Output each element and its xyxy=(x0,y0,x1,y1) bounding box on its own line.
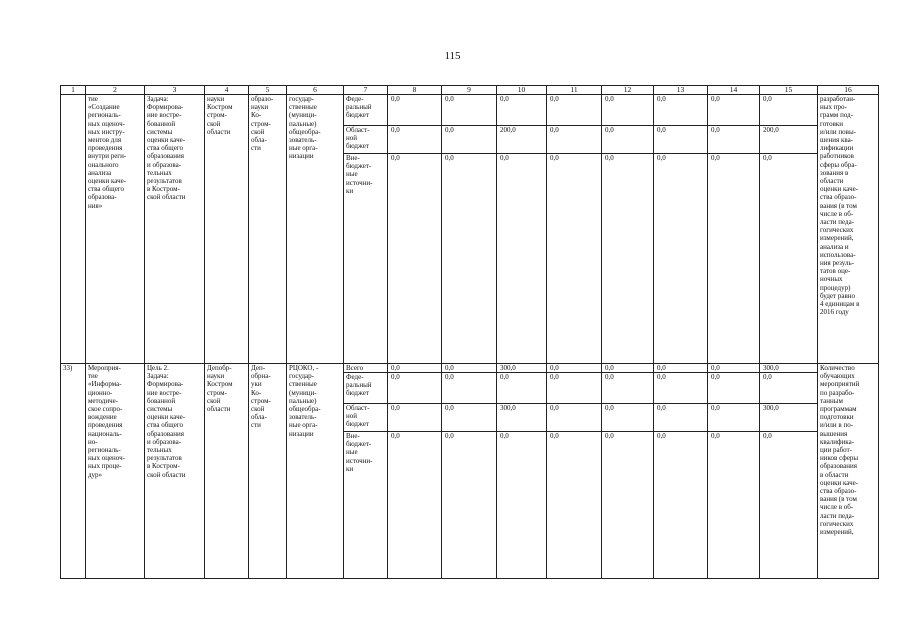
column-header-11: 11 xyxy=(547,86,602,95)
funding-sources xyxy=(344,364,388,579)
amount-value: 0,0 xyxy=(657,154,666,162)
funding-source-label: Всего xyxy=(344,364,387,373)
amount-value: 0,0 xyxy=(388,95,441,126)
amount-value: 0,0 xyxy=(760,373,817,404)
amount-column-12 xyxy=(602,364,654,579)
column-header-9: 9 xyxy=(442,86,497,95)
amount-value: 300,0 xyxy=(497,404,546,432)
amount-value: 0,0 xyxy=(602,95,653,126)
amount-column-8 xyxy=(388,364,442,579)
participant-organizations: государ- ственные (муници- пальные) общеобра- зователь- ные орга- низации xyxy=(287,95,344,364)
amount-value: 0,0 xyxy=(547,364,601,373)
amount-column-10 xyxy=(497,364,547,579)
amount-value: 0,0 xyxy=(550,154,559,162)
amount-value: 0,0 xyxy=(654,404,707,432)
column-header-16: 16 xyxy=(818,86,879,95)
amount-value: 0,0 xyxy=(445,154,454,162)
column-header-15: 15 xyxy=(760,86,818,95)
coexecutor: образо- науки Ко- стром- ской обла- сти xyxy=(249,95,287,364)
amount-value: 300,0 xyxy=(497,364,546,373)
amount-value: 0,0 xyxy=(547,404,601,432)
row-number: 33) xyxy=(61,364,86,579)
amount-column-11 xyxy=(547,95,602,364)
column-header-4: 4 xyxy=(205,86,249,95)
amount-value: 0,0 xyxy=(602,364,653,373)
responsible-executor: науки Костром стром- ской области xyxy=(205,95,249,364)
funding-source-label: Феде- ральный бюджет xyxy=(344,95,387,126)
amount-value: 0,0 xyxy=(388,364,441,373)
amount-column-9 xyxy=(442,95,497,364)
amount-value: 0,0 xyxy=(500,154,509,162)
amount-value: 0,0 xyxy=(497,95,546,126)
table-row xyxy=(61,364,879,579)
amount-value: 0,0 xyxy=(550,432,559,440)
amount-value: 0,0 xyxy=(500,432,509,440)
responsible-executor: Депобр- науки Костром стром- ской области xyxy=(205,364,249,579)
column-header-6: 6 xyxy=(287,86,344,95)
row-number xyxy=(61,95,86,364)
page-number: 115 xyxy=(444,50,461,62)
column-header-14: 14 xyxy=(708,86,760,95)
amount-value: 0,0 xyxy=(391,154,400,162)
column-header-10: 10 xyxy=(497,86,547,95)
funding-source-label: Област- ной бюджет xyxy=(344,126,387,154)
amount-value: 200,0 xyxy=(760,126,817,154)
amount-value: 0,0 xyxy=(605,154,614,162)
amount-value: 0,0 xyxy=(547,126,601,154)
coexecutor: Деп- обрна- уки Ко- стром- ской обла- сти xyxy=(249,364,287,579)
program-table xyxy=(60,85,879,579)
amount-value: 0,0 xyxy=(708,364,759,373)
goal-task: Цель 2. Задача: Формирова- ние востре- бованной системы оценки каче- ства общего образования и образова- тельных результатов в Костром- ской области xyxy=(145,364,205,579)
amount-column-11 xyxy=(547,364,602,579)
amount-value: 0,0 xyxy=(442,95,496,126)
column-header-8: 8 xyxy=(388,86,442,95)
amount-value: 0,0 xyxy=(602,126,653,154)
amount-value: 0,0 xyxy=(497,373,546,404)
amount-value: 0,0 xyxy=(388,126,441,154)
activity-name: Мероприя- тие «Информа- ционно- методиче- ское сопро- вождение проведения националь- но- региональ- ных оценоч- ных проце- дур» xyxy=(86,364,145,579)
amount-value: 0,0 xyxy=(654,95,707,126)
funding-source-label: Вне- бюджет- ные источни- ки xyxy=(346,432,373,473)
column-header-1: 1 xyxy=(61,86,86,95)
column-header-2: 2 xyxy=(86,86,145,95)
amount-value: 0,0 xyxy=(442,364,496,373)
amount-value: 0,0 xyxy=(763,154,772,162)
funding-source-label: Феде- ральный бюджет xyxy=(344,373,387,404)
column-header-5: 5 xyxy=(249,86,287,95)
amount-value: 0,0 xyxy=(547,373,601,404)
amount-column-8 xyxy=(388,95,442,364)
amount-value: 0,0 xyxy=(388,404,441,432)
amount-column-9 xyxy=(442,364,497,579)
participant-organizations: РЦОКО, - государ- ственные (муници- пальные) общеобра- зователь- ные орга- низации xyxy=(287,364,344,579)
amount-column-10 xyxy=(497,95,547,364)
table-row xyxy=(61,95,879,364)
amount-column-13 xyxy=(654,364,708,579)
header-row xyxy=(61,86,879,95)
amount-value: 300,0 xyxy=(760,364,817,373)
amount-column-14 xyxy=(708,95,760,364)
amount-value: 0,0 xyxy=(708,373,759,404)
amount-value: 0,0 xyxy=(708,404,759,432)
activity-name: тие «Создание региональ- ных оценоч- ных инстру- ментов для проведения внутри реги- онального анализа оценки каче- ства общего образова- ния» xyxy=(86,95,145,364)
amount-column-13 xyxy=(654,95,708,364)
amount-value: 0,0 xyxy=(654,373,707,404)
amount-value: 0,0 xyxy=(391,432,400,440)
amount-column-12 xyxy=(602,95,654,364)
amount-value: 0,0 xyxy=(605,432,614,440)
column-header-12: 12 xyxy=(602,86,654,95)
amount-value: 0,0 xyxy=(547,95,601,126)
column-header-3: 3 xyxy=(145,86,205,95)
amount-value: 0,0 xyxy=(442,373,496,404)
amount-value: 0,0 xyxy=(763,432,772,440)
amount-column-15 xyxy=(760,364,818,579)
amount-value: 0,0 xyxy=(602,373,653,404)
amount-value: 0,0 xyxy=(654,364,707,373)
amount-value: 0,0 xyxy=(760,95,817,126)
funding-sources xyxy=(344,95,388,364)
amount-value: 0,0 xyxy=(442,126,496,154)
amount-value: 300,0 xyxy=(760,404,817,432)
column-header-13: 13 xyxy=(654,86,708,95)
amount-value: 0,0 xyxy=(708,95,759,126)
amount-value: 0,0 xyxy=(442,404,496,432)
amount-value: 0,0 xyxy=(708,126,759,154)
amount-value: 0,0 xyxy=(711,154,720,162)
goal-task: Задача: Формирова- ние востре- бованной системы оценки каче- ства общего образования и образова- тельных результатов в Костром- ской области xyxy=(145,95,205,364)
amount-value: 200,0 xyxy=(497,126,546,154)
target-indicator: разработан- ных про- грамм под- готовки и/или повы- шения ква- лификации работников сферы обра- зования в области оценки каче- ства образо- вания (в том числе в об- ласти педа- гогических измерений, анализа и использова- ния резуль- татов оце- ночных процедур) будет равно 4 единицам в 2016 году xyxy=(818,95,879,364)
target-indicator: Количество обучающих мероприятий по разрабо- танным программам подготовки и/или в по- вышения квалифика- ции работ- ников сферы образования в области оценки каче- ства образо- вания (в том числе в об- ласти педа- гогических измерений, xyxy=(818,364,879,579)
amount-value: 0,0 xyxy=(388,373,441,404)
funding-source-label: Вне- бюджет- ные источни- ки xyxy=(346,154,373,195)
amount-value: 0,0 xyxy=(657,432,666,440)
funding-source-label: Област- ной бюджет xyxy=(344,404,387,432)
amount-column-14 xyxy=(708,364,760,579)
column-header-7: 7 xyxy=(344,86,388,95)
amount-value: 0,0 xyxy=(654,126,707,154)
amount-column-15 xyxy=(760,95,818,364)
amount-value: 0,0 xyxy=(602,404,653,432)
amount-value: 0,0 xyxy=(445,432,454,440)
amount-value: 0,0 xyxy=(711,432,720,440)
